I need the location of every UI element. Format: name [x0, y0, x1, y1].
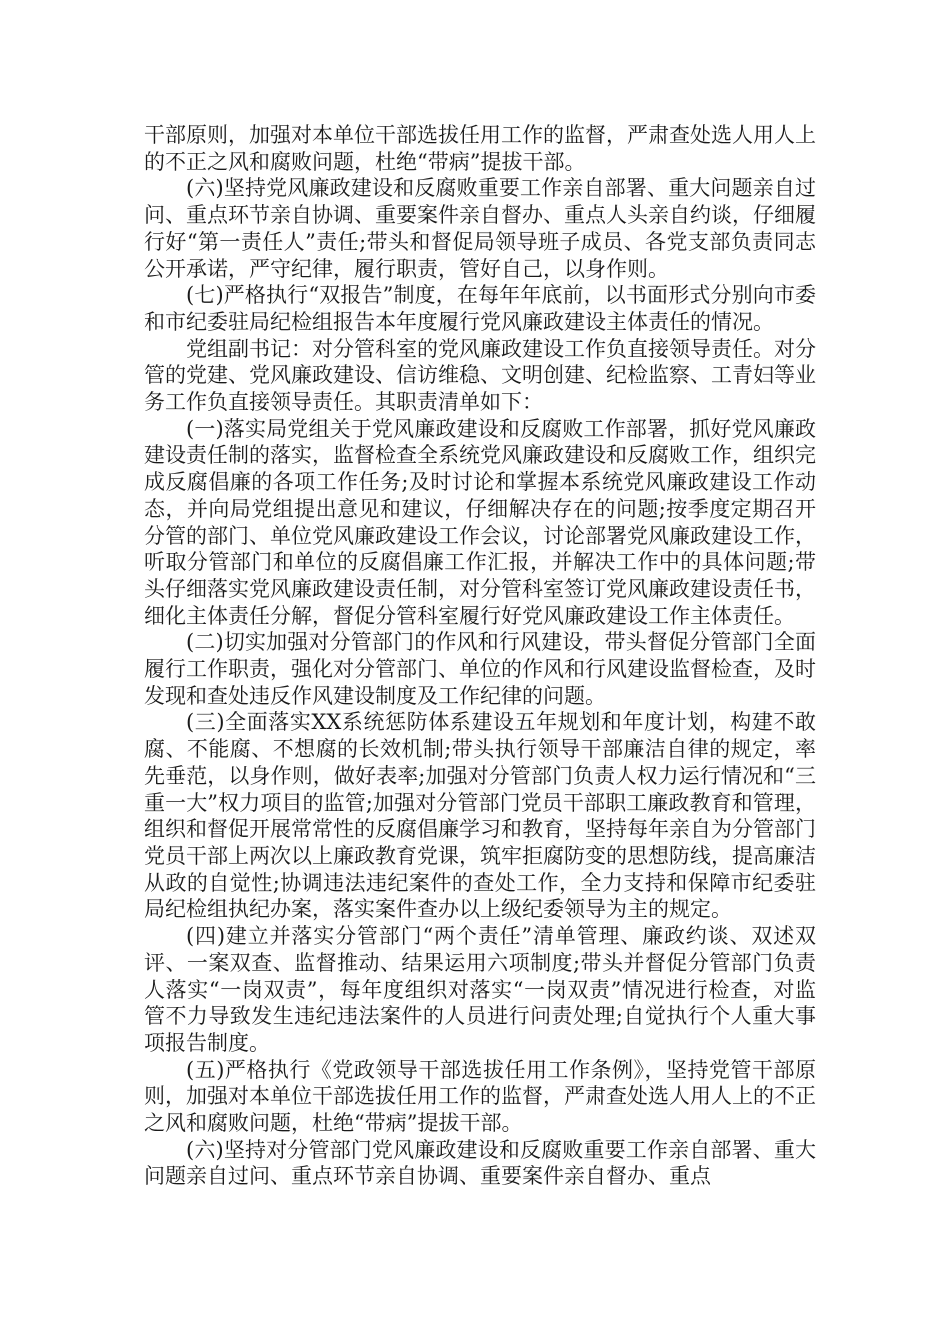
- paragraph-item-1: (一)落实局党组关于党风廉政建设和反腐败工作部署，抓好党风廉政建设责任制的落实，监督检查全系统党风廉政建设和反腐败工作，组织完成反腐倡廉的各项工作任务;及时讨论和掌握本系统党风廉政建设工作动态，并向局党组提出意见和建议，仔细解决存在的问题;按季度定期召开分管的部门、单位党风廉政建设工作会议，讨论部署党风廉政建设工作，听取分管部门和单位的反腐倡廉工作汇报，并解决工作中的具体问题;带头仔细落实党风廉政建设责任制，对分管科室签订党风廉政建设责任书，细化主体责任分解，督促分管科室履行好党风廉政建设工作主体责任。: [144, 416, 816, 628]
- paragraph-item-6b: (六)坚持对分管部门党风廉政建设和反腐败重要工作亲自部署、重大问题亲自过问、重点环节亲自协调、重要案件亲自督办、重点: [144, 1137, 816, 1189]
- document-body: [144, 122, 816, 1190]
- paragraph-item-3: (三)全面落实XX系统惩防体系建设五年规划和年度计划，构建不敢腐、不能腐、不想腐的长效机制;带头执行领导干部廉洁自律的规定，率先垂范，以身作则，做好表率;加强对分管部门负责人权力运行情况和“三重一大”权力项目的监管;加强对分管部门党员干部职工廉政教育和管理，组织和督促开展常常性的反腐倡廉学习和教育，坚持每年亲自为分管部门党员干部上两次以上廉政教育党课，筑牢拒腐防变的思想防线，提高廉洁从政的自觉性;协调违法违纪案件的查处工作，全力支持和保障市纪委驻局纪检组执纪办案，落实案件查办以上级纪委领导为主的规定。: [144, 710, 816, 922]
- paragraph-item-4: (四)建立并落实分管部门“两个责任”清单管理、廉政约谈、双述双评、一案双查、监督推动、结果运用六项制度;带头并督促分管部门负责人落实“一岗双责”，每年度组织对落实“一岗双责”情况进行检查，对监管不力导致发生违纪违法案件的人员进行问责处理;自觉执行个人重大事项报告制度。: [144, 924, 816, 1055]
- paragraph-item-2: (二)切实加强对分管部门的作风和行风建设，带头督促分管部门全面履行工作职责，强化对分管部门、单位的作风和行风建设监督检查，及时发现和查处违反作风建设制度及工作纪律的问题。: [144, 630, 816, 708]
- paragraph-item-5: (五)严格执行《党政领导干部选拔任用工作条例》，坚持党管干部原则，加强对本单位干部选拔任用工作的监督，严肃查处选人用人上的不正之风和腐败问题，杜绝“带病”提拔干部。: [144, 1057, 816, 1136]
- paragraph-item-6: (六)坚持党风廉政建设和反腐败重要工作亲自部署、重大问题亲自过问、重点环节亲自协调、重要案件亲自督办、重点人头亲自约谈，仔细履行好“第一责任人”责任;带头和督促局领导班子成员、各党支部负责同志公开承诺，严守纪律，履行职责，管好自己，以身作则。: [144, 176, 816, 281]
- paragraph-continuation: 干部原则，加强对本单位干部选拔任用工作的监督，严肃查处选人用人上的不正之风和腐败问题，杜绝“带病”提拔干部。: [144, 123, 816, 174]
- paragraph-deputy-secretary: 党组副书记：对分管科室的党风廉政建设工作负直接领导责任。对分管的党建、党风廉政建设、信访维稳、文明创建、纪检监察、工青妇等业务工作负直接领导责任。其职责清单如下：: [144, 336, 816, 415]
- paragraph-item-7: (七)严格执行“双报告”制度，在每年年底前，以书面形式分别向市委和市纪委驻局纪检组报告本年度履行党风廉政建设主体责任的情况。: [144, 283, 816, 334]
